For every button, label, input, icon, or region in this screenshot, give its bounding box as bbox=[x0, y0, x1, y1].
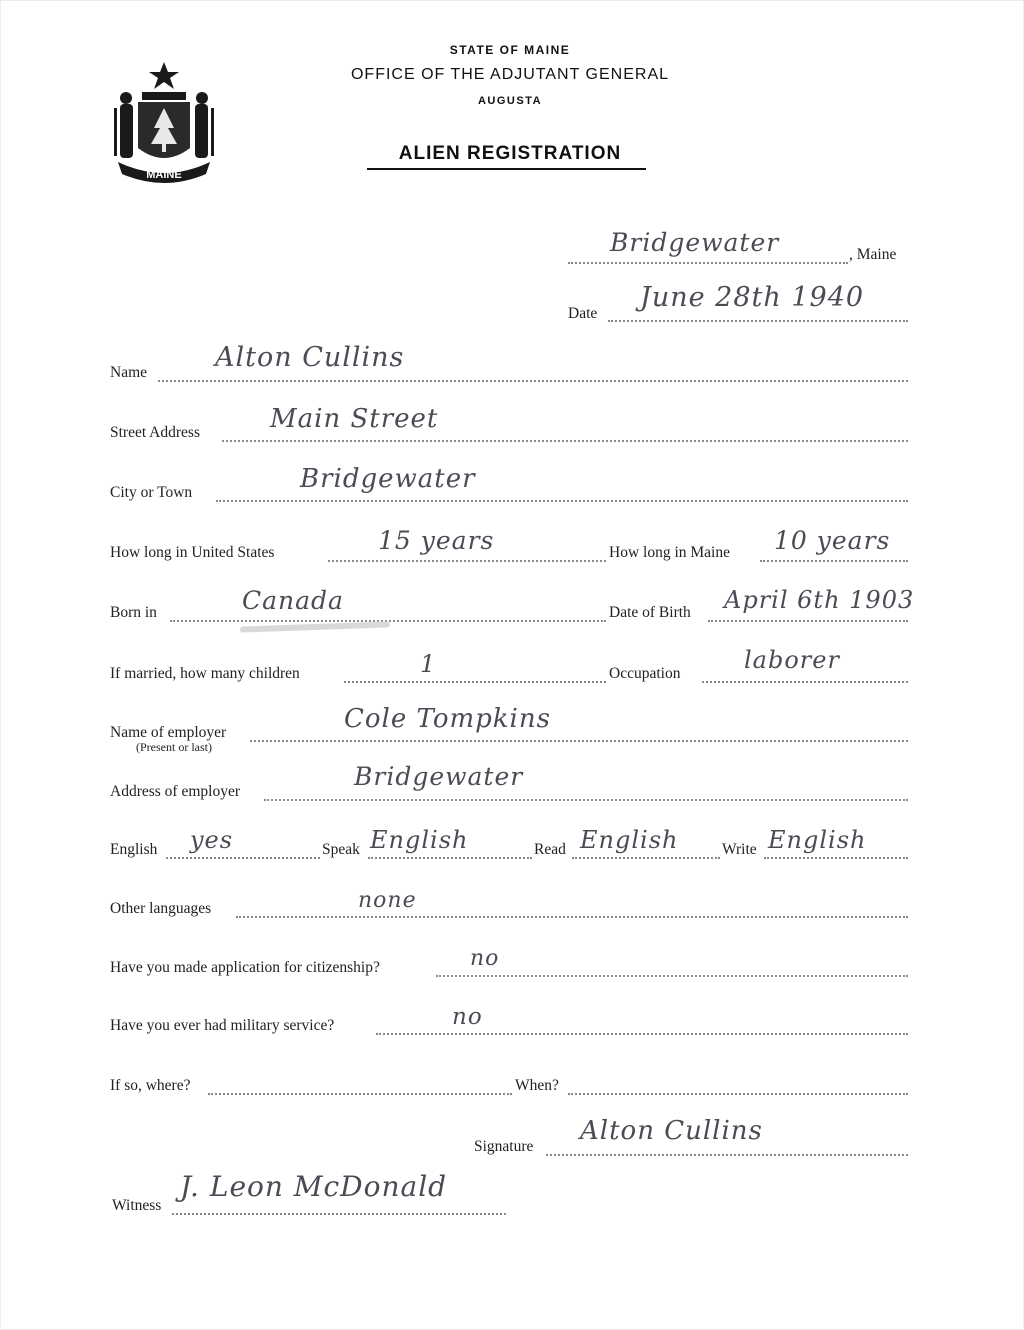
english-value[interactable]: yes bbox=[190, 826, 234, 854]
maine-label: , Maine bbox=[849, 246, 897, 263]
occupation-value[interactable]: laborer bbox=[744, 646, 840, 674]
born-in-value[interactable]: Canada bbox=[242, 586, 344, 615]
city-town-value[interactable]: Bridgewater bbox=[300, 464, 476, 494]
when-label: When? bbox=[515, 1077, 559, 1094]
witness-value[interactable]: J. Leon McDonald bbox=[180, 1170, 448, 1203]
city-town-label: City or Town bbox=[110, 484, 193, 501]
speak-value[interactable]: English bbox=[370, 826, 469, 854]
years-us-line bbox=[328, 560, 606, 562]
street-address-label: Street Address bbox=[110, 424, 200, 441]
name-label: Name bbox=[110, 364, 148, 381]
title-underline bbox=[367, 168, 646, 170]
occupation-line bbox=[702, 681, 908, 683]
years-maine-value[interactable]: 10 years bbox=[774, 526, 891, 555]
street-address-line bbox=[222, 440, 908, 442]
when-line bbox=[568, 1093, 908, 1095]
employer-sublabel: (Present or last) bbox=[136, 740, 212, 754]
place-line bbox=[568, 262, 848, 264]
english-line bbox=[166, 857, 320, 859]
employer-label: Name of employer bbox=[110, 724, 227, 741]
years-maine-label: How long in Maine bbox=[609, 544, 730, 561]
signature-line bbox=[546, 1154, 908, 1156]
employer-line bbox=[250, 740, 908, 742]
employer-value[interactable]: Cole Tompkins bbox=[344, 704, 551, 734]
witness-line bbox=[172, 1213, 506, 1215]
english-label: English bbox=[110, 841, 158, 858]
seal-banner-text: MAINE bbox=[146, 169, 182, 181]
dob-value[interactable]: April 6th 1903 bbox=[724, 586, 915, 614]
place-value[interactable]: Bridgewater bbox=[610, 228, 780, 257]
speak-line bbox=[368, 857, 532, 859]
military-label: Have you ever had military service? bbox=[110, 1017, 335, 1034]
write-line bbox=[764, 857, 908, 859]
state-heading: STATE OF MAINE bbox=[449, 43, 571, 57]
citizenship-label: Have you made application for citizenship? bbox=[110, 959, 380, 976]
where-line bbox=[208, 1093, 512, 1095]
occupation-label: Occupation bbox=[609, 665, 681, 682]
speak-label: Speak bbox=[322, 841, 360, 858]
date-label: Date bbox=[568, 305, 598, 322]
signature-value[interactable]: Alton Cullins bbox=[580, 1116, 763, 1146]
write-value[interactable]: English bbox=[768, 826, 867, 854]
city-heading: AUGUSTA bbox=[477, 95, 543, 107]
dob-line bbox=[708, 620, 908, 622]
other-languages-label: Other languages bbox=[110, 900, 212, 917]
children-line bbox=[344, 681, 606, 683]
read-label: Read bbox=[534, 841, 566, 858]
where-label: If so, where? bbox=[110, 1077, 191, 1094]
citizenship-line bbox=[436, 975, 908, 977]
name-line bbox=[158, 380, 908, 382]
form-title: ALIEN REGISTRATION bbox=[398, 143, 622, 164]
born-in-label: Born in bbox=[110, 604, 157, 621]
other-languages-value[interactable]: none bbox=[358, 888, 417, 913]
employer-address-label: Address of employer bbox=[110, 783, 240, 800]
citizenship-value[interactable]: no bbox=[470, 946, 500, 971]
ink-smudge bbox=[240, 621, 390, 632]
military-value[interactable]: no bbox=[452, 1004, 483, 1030]
military-line bbox=[376, 1033, 908, 1035]
children-label: If married, how many children bbox=[110, 665, 300, 682]
date-line bbox=[608, 320, 908, 322]
signature-label: Signature bbox=[474, 1138, 534, 1155]
city-town-line bbox=[216, 500, 908, 502]
employer-address-value[interactable]: Bridgewater bbox=[354, 762, 524, 791]
years-us-value[interactable]: 15 years bbox=[378, 526, 495, 555]
other-languages-line bbox=[236, 916, 908, 918]
dob-label: Date of Birth bbox=[609, 604, 691, 621]
witness-label: Witness bbox=[112, 1197, 162, 1214]
office-heading: OFFICE OF THE ADJUTANT GENERAL bbox=[350, 66, 670, 83]
read-line bbox=[572, 857, 720, 859]
years-maine-line bbox=[760, 560, 908, 562]
state-seal-icon bbox=[108, 58, 220, 188]
street-address-value[interactable]: Main Street bbox=[270, 404, 439, 434]
children-value[interactable]: 1 bbox=[420, 650, 437, 678]
write-label: Write bbox=[722, 841, 757, 858]
years-us-label: How long in United States bbox=[110, 544, 275, 561]
date-value[interactable]: June 28th 1940 bbox=[640, 282, 865, 313]
read-value[interactable]: English bbox=[580, 826, 679, 854]
name-value[interactable]: Alton Cullins bbox=[215, 342, 405, 373]
employer-address-line bbox=[264, 799, 908, 801]
